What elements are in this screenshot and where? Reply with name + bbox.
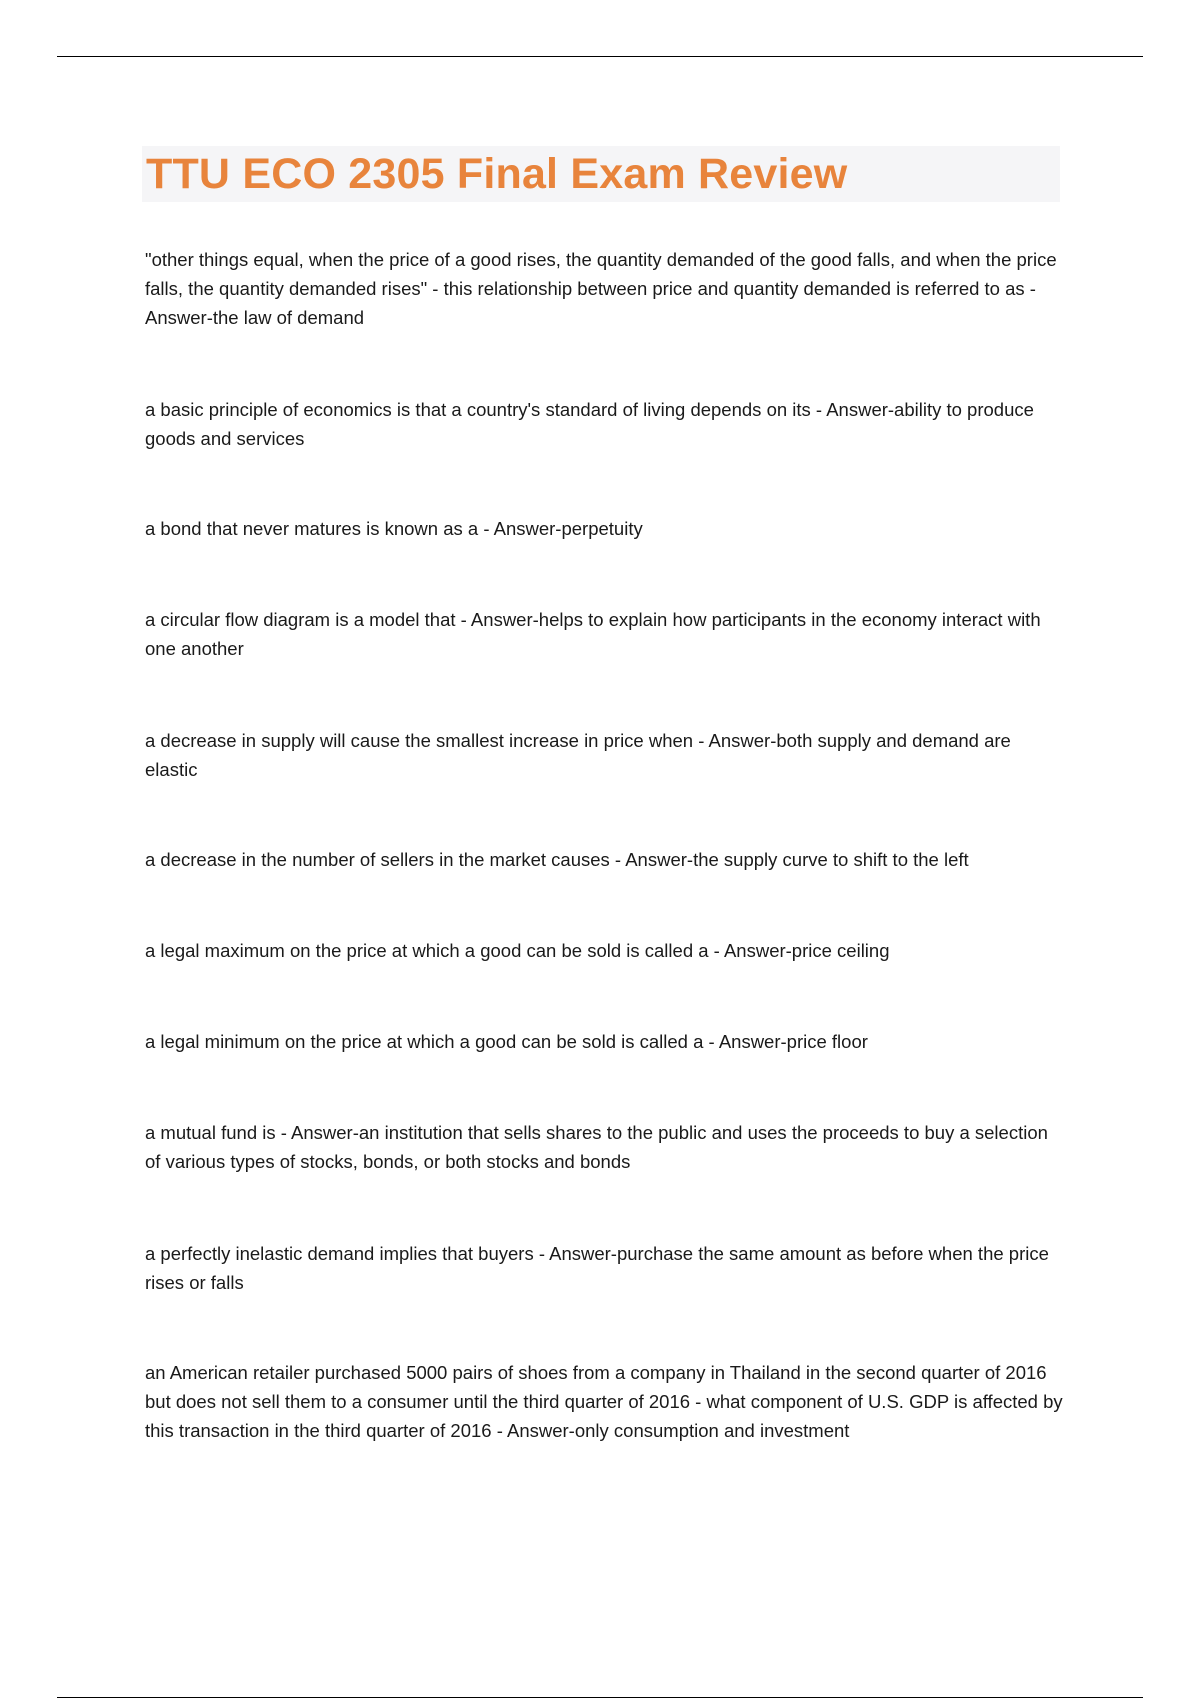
qa-entry: a perfectly inelastic demand implies that buyers - Answer-purchase the same amount as before when the price rises or falls bbox=[145, 1243, 1049, 1293]
qa-entry: a mutual fund is - Answer-an institution that sells shares to the public and uses the proceeds to buy a selection of various types of stocks, bonds, or both stocks and bonds bbox=[145, 1122, 1048, 1172]
qa-entry: a legal maximum on the price at which a good can be sold is called a - Answer-price ceiling bbox=[145, 940, 890, 961]
qa-entry: an American retailer purchased 5000 pairs of shoes from a company in Thailand in the second quarter of 2016 but does not sell them to a consumer until the third quarter of 2016 - what component of U.S. GDP is affected by this transaction in the third quarter of 2016 - Answer-only consumption and investment bbox=[145, 1362, 1063, 1441]
qa-entry: a basic principle of economics is that a country's standard of living depends on its - Answer-ability to produce goods and services bbox=[145, 399, 1034, 449]
qa-entry: a legal minimum on the price at which a good can be sold is called a - Answer-price floor bbox=[145, 1031, 868, 1052]
qa-entry: a circular flow diagram is a model that - Answer-helps to explain how participants in the economy interact with one another bbox=[145, 609, 1041, 659]
qa-entry: "other things equal, when the price of a good rises, the quantity demanded of the good falls, and when the price falls, the quantity demanded rises" - this relationship between price and quantity demanded is referred to as - Answer-the law of demand bbox=[145, 249, 1057, 328]
qa-entry: a decrease in supply will cause the smallest increase in price when - Answer-both supply and demand are elastic bbox=[145, 730, 1011, 780]
bottom-rule bbox=[57, 1697, 1143, 1698]
top-rule bbox=[57, 56, 1143, 57]
page-title: TTU ECO 2305 Final Exam Review bbox=[146, 150, 848, 198]
qa-entry: a bond that never matures is known as a - Answer-perpetuity bbox=[145, 518, 643, 539]
qa-entry: a decrease in the number of sellers in the market causes - Answer-the supply curve to shift to the left bbox=[145, 849, 969, 870]
